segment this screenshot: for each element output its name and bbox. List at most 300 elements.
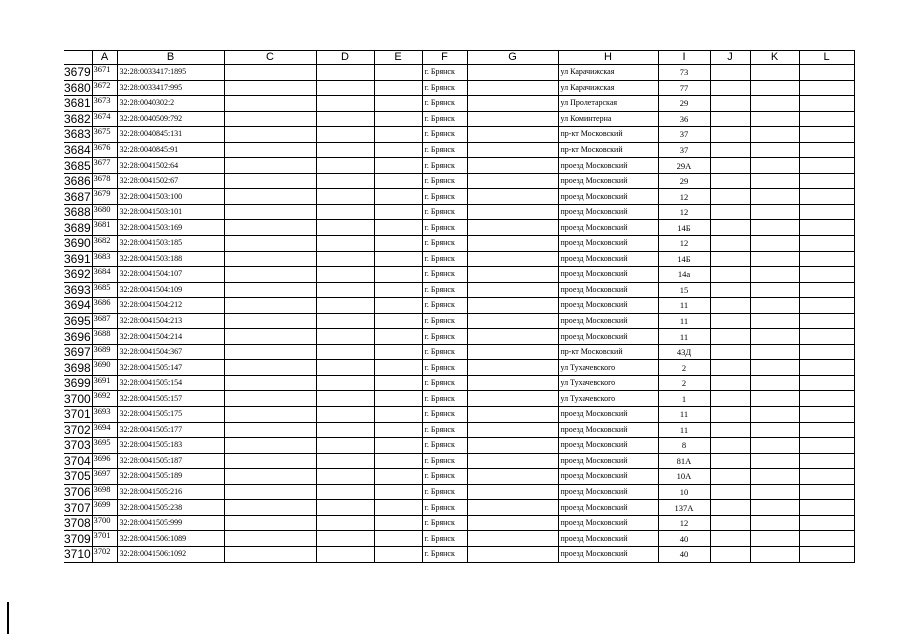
cell-d	[316, 344, 374, 360]
cell-j	[710, 422, 750, 438]
cell-h: проезд Московский	[558, 313, 658, 329]
row-number-cell: 3692	[64, 267, 91, 282]
cell-i: 1	[658, 391, 710, 407]
cell-i: 11	[658, 329, 710, 345]
cell-l	[799, 189, 854, 205]
cell-b: 32:28:0041505:189	[117, 469, 224, 485]
table-row	[64, 531, 854, 547]
cell-l	[799, 344, 854, 360]
cell-i: 29	[658, 173, 710, 189]
cell-i: 12	[658, 189, 710, 205]
cell-j	[710, 391, 750, 407]
cell-b: 32:28:0041502:64	[117, 158, 224, 174]
cell-d	[316, 453, 374, 469]
cell-i: 12	[658, 204, 710, 220]
cell-j	[710, 189, 750, 205]
cell-c	[224, 158, 316, 174]
cell-l	[799, 127, 854, 143]
cell-a: 3691	[92, 375, 117, 391]
cell-k	[750, 360, 799, 376]
cell-d	[316, 80, 374, 96]
cell-h: проезд Московский	[558, 500, 658, 516]
cell-f: г. Брянск	[422, 65, 467, 81]
cell-e	[374, 65, 422, 81]
cell-d	[316, 236, 374, 252]
cell-j	[710, 546, 750, 562]
table-row	[64, 469, 854, 485]
cell-h: проезд Московский	[558, 484, 658, 500]
cell-b: 32:28:0041505:154	[117, 375, 224, 391]
cell-k	[750, 375, 799, 391]
cell-b: 32:28:0041505:147	[117, 360, 224, 376]
cell-j	[710, 236, 750, 252]
table-row	[64, 282, 854, 298]
cell-a: 3672	[92, 80, 117, 96]
cell-i: 8	[658, 438, 710, 454]
cell-g	[467, 344, 558, 360]
cell-a: 3681	[92, 220, 117, 236]
cell-c	[224, 313, 316, 329]
cell-i: 37	[658, 142, 710, 158]
cell-h: проезд Московский	[558, 453, 658, 469]
table-row	[64, 251, 854, 267]
cell-a: 3673	[92, 96, 117, 112]
cell-b: 32:28:0041504:367	[117, 344, 224, 360]
cell-d	[316, 531, 374, 547]
cell-e	[374, 173, 422, 189]
cell-b: 32:28:0033417:995	[117, 80, 224, 96]
column-header-g: G	[467, 51, 558, 65]
cell-l	[799, 422, 854, 438]
cell-b: 32:28:0041503:169	[117, 220, 224, 236]
cell-j	[710, 80, 750, 96]
cell-e	[374, 360, 422, 376]
cell-l	[799, 204, 854, 220]
cell-g	[467, 65, 558, 81]
cell-h: пр-кт Московский	[558, 142, 658, 158]
table-row	[64, 111, 854, 127]
row-number-cell: 3707	[64, 500, 91, 515]
cell-f: г. Брянск	[422, 236, 467, 252]
corner-cell	[64, 51, 92, 65]
cell-j	[710, 329, 750, 345]
cell-f: г. Брянск	[422, 438, 467, 454]
table-row	[64, 173, 854, 189]
cell-k	[750, 344, 799, 360]
cell-d	[316, 142, 374, 158]
cell-i: 40	[658, 546, 710, 562]
cell-k	[750, 173, 799, 189]
row-number-cell: 3686	[64, 174, 91, 189]
cell-f: г. Брянск	[422, 111, 467, 127]
cell-h: ул Коминтерна	[558, 111, 658, 127]
cell-g	[467, 391, 558, 407]
row-number-cell: 3685	[64, 158, 91, 173]
cell-j	[710, 344, 750, 360]
cell-f: г. Брянск	[422, 546, 467, 562]
cell-d	[316, 391, 374, 407]
cell-e	[374, 375, 422, 391]
cell-c	[224, 360, 316, 376]
cell-l	[799, 267, 854, 283]
cell-i: 14а	[658, 267, 710, 283]
cell-g	[467, 282, 558, 298]
row-number-cell: 3688	[64, 205, 91, 220]
cell-a: 3696	[92, 453, 117, 469]
cell-d	[316, 127, 374, 143]
cell-h: ул Тухачевского	[558, 375, 658, 391]
cell-d	[316, 173, 374, 189]
cell-i: 10	[658, 484, 710, 500]
cell-b: 32:28:0040845:131	[117, 127, 224, 143]
cell-l	[799, 251, 854, 267]
table-row	[64, 204, 854, 220]
cell-k	[750, 329, 799, 345]
cell-f: г. Брянск	[422, 453, 467, 469]
column-header-d: D	[316, 51, 374, 65]
cell-k	[750, 484, 799, 500]
cell-l	[799, 484, 854, 500]
cell-e	[374, 80, 422, 96]
row-number-cell: 3706	[64, 485, 91, 500]
cell-a: 3675	[92, 127, 117, 143]
cell-b: 32:28:0040509:792	[117, 111, 224, 127]
table-body	[64, 65, 854, 563]
cell-b: 32:28:0040302:2	[117, 96, 224, 112]
cell-d	[316, 220, 374, 236]
cell-h: проезд Московский	[558, 329, 658, 345]
cell-g	[467, 298, 558, 314]
cell-k	[750, 220, 799, 236]
cell-j	[710, 111, 750, 127]
cell-c	[224, 329, 316, 345]
cell-c	[224, 111, 316, 127]
cell-h: проезд Московский	[558, 236, 658, 252]
cell-i: 2	[658, 360, 710, 376]
cell-k	[750, 80, 799, 96]
cell-h: пр-кт Московский	[558, 344, 658, 360]
cell-l	[799, 96, 854, 112]
cell-b: 32:28:0041505:177	[117, 422, 224, 438]
cell-l	[799, 142, 854, 158]
cell-c	[224, 407, 316, 423]
margin-line	[7, 602, 9, 634]
cell-a: 3686	[92, 298, 117, 314]
table-row	[64, 189, 854, 205]
cell-h: проезд Московский	[558, 422, 658, 438]
cell-a: 3685	[92, 282, 117, 298]
cell-h: пр-кт Московский	[558, 127, 658, 143]
cell-l	[799, 360, 854, 376]
cell-g	[467, 189, 558, 205]
cell-g	[467, 469, 558, 485]
cell-e	[374, 469, 422, 485]
cell-e	[374, 111, 422, 127]
cell-e	[374, 204, 422, 220]
cell-f: г. Брянск	[422, 344, 467, 360]
cell-i: 11	[658, 407, 710, 423]
cell-l	[799, 375, 854, 391]
cell-f: г. Брянск	[422, 391, 467, 407]
cell-e	[374, 531, 422, 547]
column-header-row	[64, 51, 854, 65]
cell-d	[316, 313, 374, 329]
cell-b: 32:28:0041502:67	[117, 173, 224, 189]
cell-k	[750, 251, 799, 267]
cell-l	[799, 500, 854, 516]
table-row	[64, 515, 854, 531]
column-header-l: L	[799, 51, 854, 65]
row-number-cell: 3684	[64, 143, 91, 157]
cell-i: 36	[658, 111, 710, 127]
cell-g	[467, 360, 558, 376]
cell-c	[224, 298, 316, 314]
spreadsheet-table	[64, 50, 855, 563]
cell-c	[224, 236, 316, 252]
cell-k	[750, 407, 799, 423]
cell-e	[374, 391, 422, 407]
row-number-cell: 3690	[64, 236, 91, 251]
cell-a: 3693	[92, 407, 117, 423]
cell-a: 3701	[92, 531, 117, 547]
cell-f: г. Брянск	[422, 220, 467, 236]
row-number-cell: 3679	[64, 65, 91, 80]
row-number-cell: 3703	[64, 438, 91, 453]
cell-f: г. Брянск	[422, 96, 467, 112]
cell-a: 3683	[92, 251, 117, 267]
row-number-cell: 3691	[64, 251, 91, 266]
column-header-j: J	[710, 51, 750, 65]
cell-f: г. Брянск	[422, 282, 467, 298]
cell-c	[224, 375, 316, 391]
cell-g	[467, 546, 558, 562]
cell-g	[467, 407, 558, 423]
cell-j	[710, 127, 750, 143]
table-row	[64, 546, 854, 562]
cell-b: 32:28:0041504:214	[117, 329, 224, 345]
cell-c	[224, 282, 316, 298]
cell-i: 14Б	[658, 220, 710, 236]
cell-f: г. Брянск	[422, 298, 467, 314]
cell-f: г. Брянск	[422, 531, 467, 547]
cell-l	[799, 391, 854, 407]
cell-l	[799, 438, 854, 454]
column-header-e: E	[374, 51, 422, 65]
cell-a: 3695	[92, 438, 117, 454]
cell-f: г. Брянск	[422, 375, 467, 391]
cell-b: 32:28:0041505:216	[117, 484, 224, 500]
table-row	[64, 96, 854, 112]
cell-h: проезд Московский	[558, 282, 658, 298]
cell-c	[224, 453, 316, 469]
cell-f: г. Брянск	[422, 80, 467, 96]
cell-a: 3687	[92, 313, 117, 329]
cell-h: проезд Московский	[558, 438, 658, 454]
cell-f: г. Брянск	[422, 127, 467, 143]
row-number-cell: 3702	[64, 422, 91, 437]
row-number-cell: 3705	[64, 469, 91, 484]
cell-e	[374, 500, 422, 516]
cell-c	[224, 515, 316, 531]
cell-d	[316, 360, 374, 376]
cell-k	[750, 546, 799, 562]
cell-g	[467, 531, 558, 547]
cell-b: 32:28:0041504:107	[117, 267, 224, 283]
cell-g	[467, 375, 558, 391]
cell-e	[374, 344, 422, 360]
row-number-cell: 3683	[64, 127, 91, 142]
cell-i: 15	[658, 282, 710, 298]
cell-l	[799, 515, 854, 531]
cell-e	[374, 189, 422, 205]
cell-h: проезд Московский	[558, 298, 658, 314]
cell-h: ул Тухачевского	[558, 391, 658, 407]
cell-a: 3682	[92, 236, 117, 252]
cell-j	[710, 220, 750, 236]
cell-c	[224, 267, 316, 283]
cell-d	[316, 375, 374, 391]
cell-h: проезд Московский	[558, 173, 658, 189]
cell-e	[374, 453, 422, 469]
table-row	[64, 344, 854, 360]
cell-i: 14Б	[658, 251, 710, 267]
cell-k	[750, 189, 799, 205]
cell-g	[467, 220, 558, 236]
cell-h: проезд Московский	[558, 531, 658, 547]
cell-a: 3677	[92, 158, 117, 174]
cell-k	[750, 96, 799, 112]
cell-c	[224, 142, 316, 158]
cell-b: 32:28:0041504:109	[117, 282, 224, 298]
cell-a: 3699	[92, 500, 117, 516]
cell-g	[467, 500, 558, 516]
cell-k	[750, 531, 799, 547]
cell-a: 3700	[92, 515, 117, 531]
cell-i: 29	[658, 96, 710, 112]
cell-d	[316, 546, 374, 562]
cell-d	[316, 500, 374, 516]
cell-d	[316, 96, 374, 112]
cell-a: 3676	[92, 142, 117, 158]
cell-l	[799, 158, 854, 174]
cell-j	[710, 142, 750, 158]
cell-k	[750, 391, 799, 407]
cell-d	[316, 329, 374, 345]
cell-e	[374, 220, 422, 236]
cell-e	[374, 422, 422, 438]
row-number-cell: 3704	[64, 453, 91, 468]
cell-f: г. Брянск	[422, 251, 467, 267]
cell-a: 3674	[92, 111, 117, 127]
cell-e	[374, 298, 422, 314]
cell-h: проезд Московский	[558, 251, 658, 267]
cell-l	[799, 65, 854, 81]
cell-f: г. Брянск	[422, 189, 467, 205]
cell-a: 3678	[92, 173, 117, 189]
cell-f: г. Брянск	[422, 360, 467, 376]
cell-e	[374, 282, 422, 298]
cell-c	[224, 173, 316, 189]
cell-c	[224, 484, 316, 500]
cell-b: 32:28:0041504:213	[117, 313, 224, 329]
cell-j	[710, 282, 750, 298]
cell-k	[750, 111, 799, 127]
cell-d	[316, 65, 374, 81]
row-number-cell: 3709	[64, 531, 91, 546]
cell-j	[710, 173, 750, 189]
cell-f: г. Брянск	[422, 484, 467, 500]
table-row	[64, 65, 854, 81]
cell-g	[467, 453, 558, 469]
cell-h: проезд Московский	[558, 515, 658, 531]
cell-l	[799, 282, 854, 298]
cell-b: 32:28:0041503:185	[117, 236, 224, 252]
cell-g	[467, 267, 558, 283]
cell-l	[799, 469, 854, 485]
cell-l	[799, 173, 854, 189]
row-number-cell: 3710	[64, 547, 91, 562]
column-header-h: H	[558, 51, 658, 65]
cell-a: 3702	[92, 546, 117, 562]
cell-j	[710, 375, 750, 391]
cell-f: г. Брянск	[422, 142, 467, 158]
table-row	[64, 391, 854, 407]
cell-f: г. Брянск	[422, 407, 467, 423]
cell-l	[799, 111, 854, 127]
cell-g	[467, 158, 558, 174]
row-number-cell: 3698	[64, 360, 91, 375]
row-number-cell: 3695	[64, 314, 91, 329]
cell-h: проезд Московский	[558, 204, 658, 220]
cell-j	[710, 531, 750, 547]
cell-b: 32:28:0041503:188	[117, 251, 224, 267]
table-row	[64, 220, 854, 236]
cell-j	[710, 484, 750, 500]
cell-e	[374, 546, 422, 562]
cell-b: 32:28:0033417:1895	[117, 65, 224, 81]
cell-i: 11	[658, 422, 710, 438]
cell-d	[316, 282, 374, 298]
row-number-cell: 3689	[64, 220, 91, 235]
cell-d	[316, 189, 374, 205]
cell-k	[750, 267, 799, 283]
cell-l	[799, 329, 854, 345]
table-row	[64, 500, 854, 516]
cell-d	[316, 515, 374, 531]
cell-f: г. Брянск	[422, 173, 467, 189]
cell-f: г. Брянск	[422, 267, 467, 283]
cell-b: 32:28:0041503:101	[117, 204, 224, 220]
cell-f: г. Брянск	[422, 313, 467, 329]
cell-h: ул Тухачевского	[558, 360, 658, 376]
cell-g	[467, 127, 558, 143]
cell-i: 12	[658, 515, 710, 531]
cell-j	[710, 251, 750, 267]
column-header-a: A	[92, 51, 117, 65]
cell-g	[467, 515, 558, 531]
cell-i: 10А	[658, 469, 710, 485]
cell-k	[750, 500, 799, 516]
cell-h: проезд Московский	[558, 469, 658, 485]
cell-g	[467, 438, 558, 454]
cell-j	[710, 96, 750, 112]
cell-i: 2	[658, 375, 710, 391]
cell-c	[224, 422, 316, 438]
cell-i: 37	[658, 127, 710, 143]
cell-d	[316, 204, 374, 220]
cell-i: 77	[658, 80, 710, 96]
cell-c	[224, 546, 316, 562]
